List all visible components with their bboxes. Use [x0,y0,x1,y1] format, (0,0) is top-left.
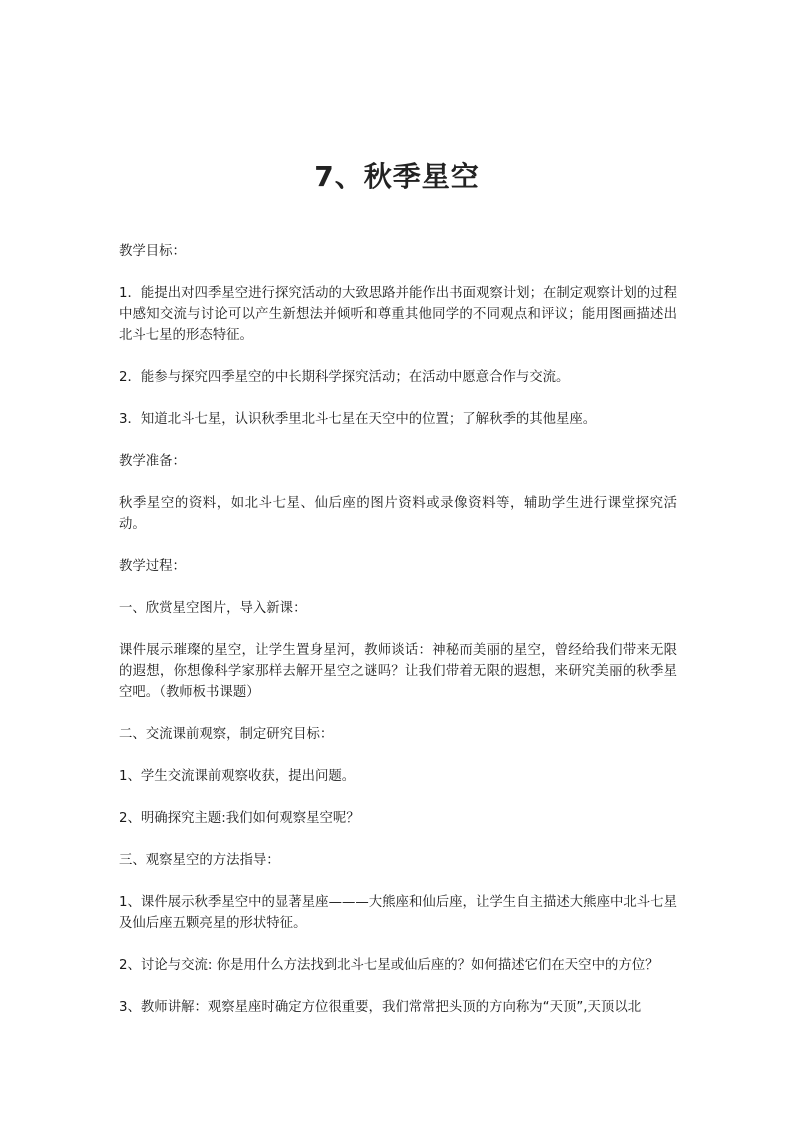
section-heading-preparation: 教学准备： [119,454,186,469]
process-step-item-3-2: 2、讨论与交流: 你是用什么方法找到北斗七星或仙后座的？如何描述它们在天空中的方位？ [119,958,659,973]
process-step-heading-2: 二、交流课前观察，制定研究目标： [119,727,334,742]
preparation-text: 秋季星空的资料，如北斗七星、仙后座的图片资料或录像资料等，辅助学生进行课堂探究活动。 [119,496,677,532]
process-step-text-1: 课件展示璀璨的星空，让学生置身星河，教师谈话：神秘而美丽的星空，曾经给我们带来无限的遐想，你想像科学家那样去解开星空之谜吗？让我们带着无限的遐想，来研究美丽的秋季星空吧。（教师板书课题） [119,643,677,700]
page-title: 7、秋季星空 [314,159,480,193]
section-heading-process: 教学过程： [119,559,186,574]
process-step-item-2-2: 2、明确探究主题:我们如何观察星空呢？ [119,811,360,826]
objective-item-2: 2．能参与探究四季星空的中长期科学探究活动；在活动中愿意合作与交流。 [119,370,570,385]
section-heading-objectives: 教学目标： [119,244,186,259]
process-step-heading-1: 一、欣赏星空图片，导入新课： [119,601,307,616]
process-step-heading-3: 三、观察星空的方法指导： [119,853,280,868]
objective-item-1: 1．能提出对四季星空进行探究活动的大致思路并能作出书面观察计划；在制定观察计划的过程中感知交流与讨论可以产生新想法并倾听和尊重其他同学的不同观点和评议；能用图画描述出北斗七星的形态特征。 [119,286,677,343]
process-step-item-3-3: 3、教师讲解：观察星座时确定方位很重要，我们常常把头顶的方向称为“天顶”,天顶以北 [119,1000,642,1015]
process-step-item-2-1: 1、学生交流课前观察收获，提出问题。 [119,769,356,784]
process-step-item-3-1: 1、课件展示秋季星空中的显著星座———大熊座和仙后座，让学生自主描述大熊座中北斗七星及仙后座五颗亮星的形状特征。 [119,895,677,931]
document-body [119,241,677,1039]
objective-item-3: 3．知道北斗七星，认识秋季里北斗七星在天空中的位置；了解秋季的其他星座。 [119,412,597,427]
